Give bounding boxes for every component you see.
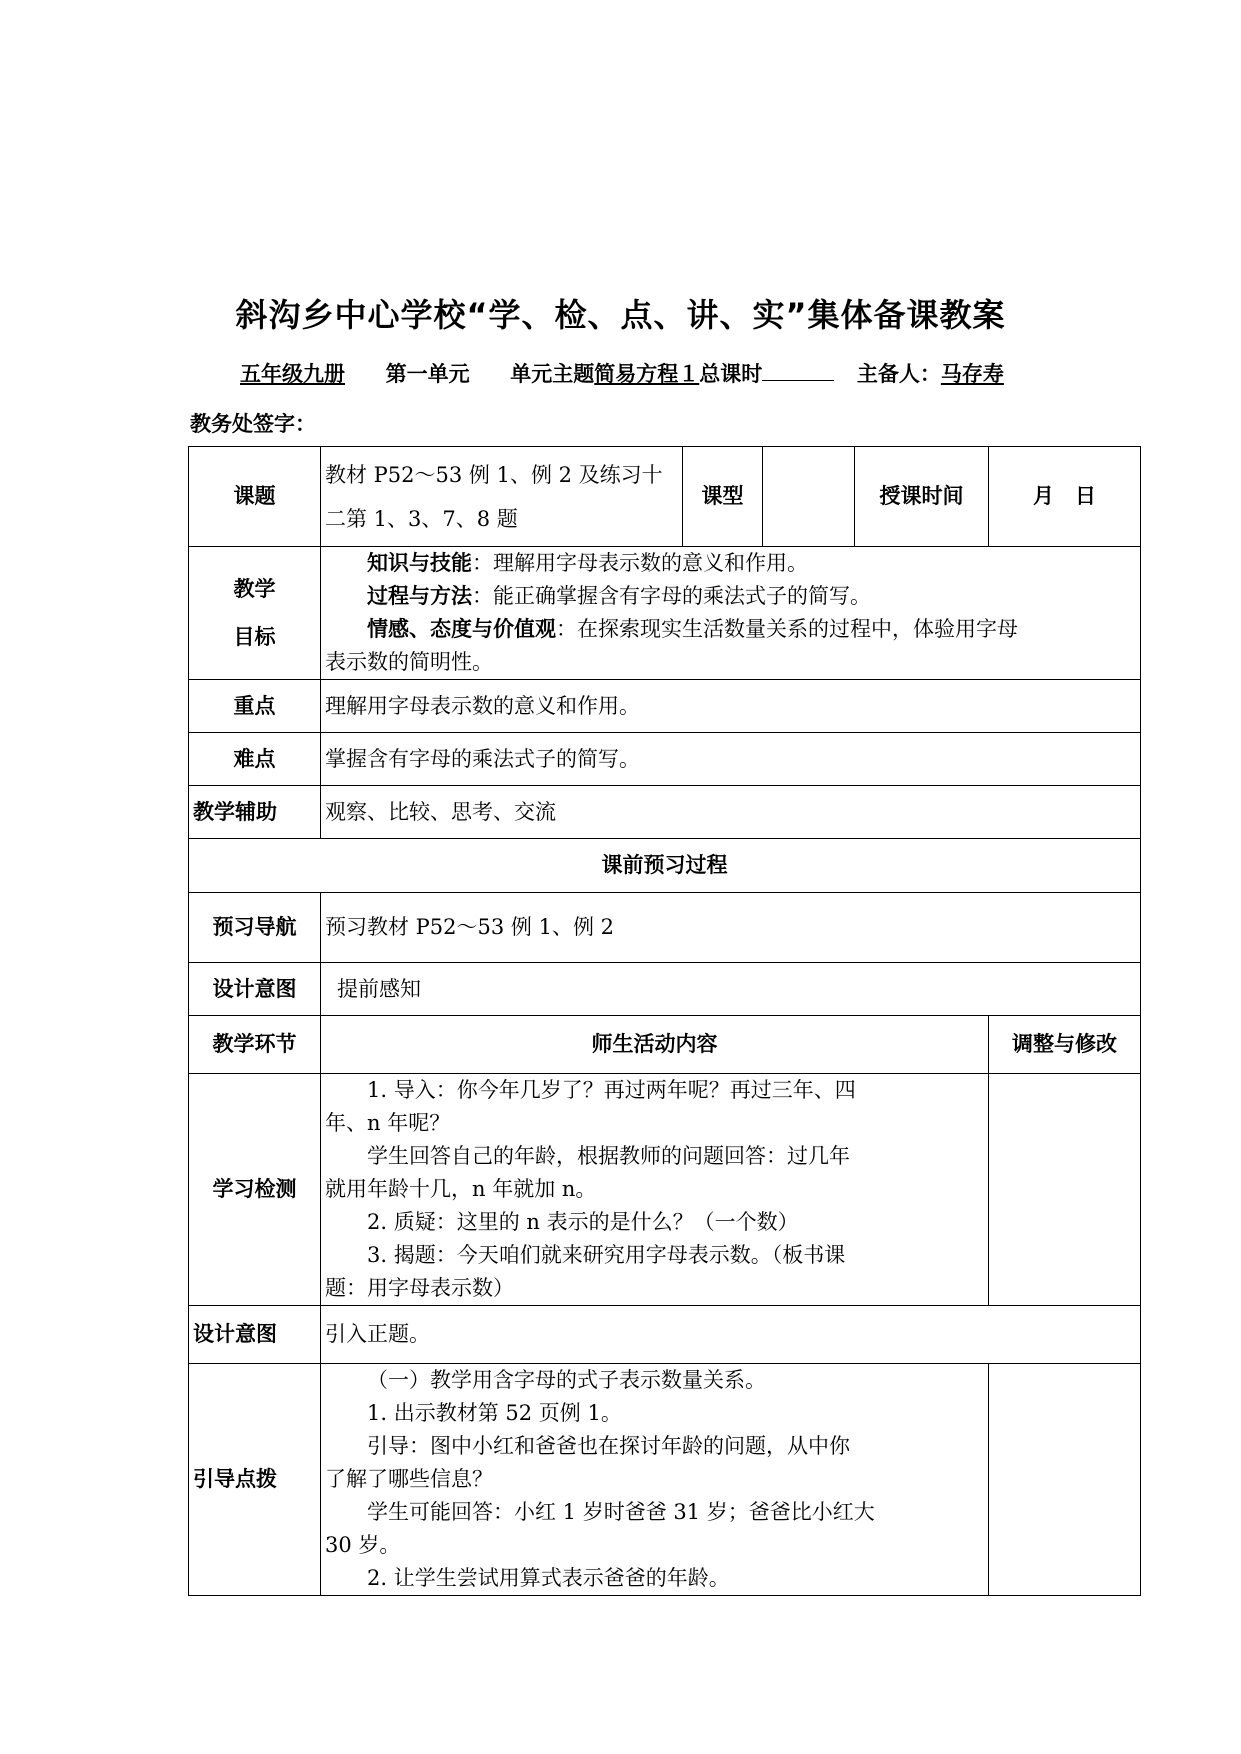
objectives-label-1: 教学 (233, 577, 276, 601)
objective-knowledge-text: ：理解用字母表示数的意义和作用。 (472, 551, 808, 575)
preview-header: 课前预习过程 (189, 839, 1141, 893)
check-line-6: 3. 揭题：今天咱们就来研究用字母表示数。（板书课 (367, 1243, 846, 1267)
guide-line-3: 引导：图中小红和爸爸也在探讨年龄的问题，从中你 (367, 1434, 850, 1458)
check-label: 学习检测 (189, 1074, 321, 1306)
objective-process (325, 580, 1136, 613)
objectives-label (189, 547, 321, 680)
lesson-type-value (763, 447, 855, 547)
objective-knowledge (325, 547, 1136, 580)
objective-process-label: 过程与方法 (367, 584, 472, 608)
topic-line-2: 二第 1、3、7、8 题 (325, 506, 518, 531)
row-key (189, 680, 1141, 733)
check-content (321, 1074, 989, 1306)
row-preview-header (189, 839, 1141, 893)
aid-label: 教学辅助 (189, 786, 321, 839)
preview-nav-label: 预习导航 (189, 893, 321, 963)
content-label: 师生活动内容 (321, 1016, 989, 1074)
check-line-3: 学生回答自己的年龄，根据教师的问题回答：过几年 (367, 1144, 850, 1168)
preview-nav-text: 预习教材 P52～53 例 1、例 2 (321, 893, 1141, 963)
objectives-label-2: 目标 (233, 625, 276, 649)
row-topic (189, 447, 1141, 547)
preparer-name: 马存寿 (940, 362, 1004, 386)
row-design-1 (189, 963, 1141, 1016)
guide-line-7: 2. 让学生尝试用算式表示爸爸的年龄。 (367, 1566, 730, 1590)
lesson-plan-table (188, 446, 1141, 1596)
row-difficult (189, 733, 1141, 786)
objective-process-text: ：能正确掌握含有字母的乘法式子的简写。 (472, 584, 871, 608)
check-line-1: 1. 导入：你今年几岁了？再过两年呢？再过三年、四 (367, 1078, 856, 1102)
topic-cell (321, 447, 683, 547)
guide-line-1: （一）教学用含字母的式子表示数量关系。 (367, 1368, 766, 1392)
objective-attitude (325, 613, 1136, 646)
objective-attitude-text-a: ：在探索现实生活数量关系的过程中，体验用字母 (556, 617, 1018, 641)
guide-label: 引导点拨 (189, 1364, 321, 1596)
preparer-label: 主备人： (856, 362, 941, 386)
row-guide (189, 1364, 1141, 1596)
key-label: 重点 (189, 680, 321, 733)
topic-line-1: 教材 P52～53 例 1、例 2 及练习十 (325, 462, 663, 487)
document-title: 斜沟乡中心学校“学、检、点、讲、实”集体备课教案 (235, 296, 1006, 334)
subtitle-line (240, 358, 1004, 388)
signature-label: 教务处签字： (190, 412, 316, 436)
row-objectives (189, 547, 1141, 680)
check-line-5: 2. 质疑：这里的 n 表示的是什么？（一个数） (367, 1210, 799, 1234)
objectives-cell (321, 547, 1141, 680)
topic-label: 课题 (189, 447, 321, 547)
guide-line-5: 学生可能回答：小红 1 岁时爸爸 31 岁；爸爸比小红大 (367, 1500, 875, 1524)
design-text-2: 引入正题。 (321, 1306, 1141, 1364)
row-design-2 (189, 1306, 1141, 1364)
key-text: 理解用字母表示数的意义和作用。 (321, 680, 1141, 733)
guide-content (321, 1364, 989, 1596)
total-hours-label: 总课时 (699, 362, 763, 386)
aid-text: 观察、比较、思考、交流 (321, 786, 1141, 839)
objective-attitude-cont: 表示数的简明性。 (325, 650, 493, 674)
theme-text: 简易方程１ (594, 362, 700, 386)
objective-attitude-label: 情感、态度与价值观 (367, 617, 556, 641)
total-hours-blank (762, 360, 834, 381)
adjust-label: 调整与修改 (989, 1016, 1141, 1074)
check-line-7: 题：用字母表示数） (325, 1276, 514, 1300)
guide-adjust (989, 1364, 1141, 1596)
lesson-type-label: 课型 (683, 447, 763, 547)
objective-knowledge-label: 知识与技能 (367, 551, 472, 575)
difficult-label: 难点 (189, 733, 321, 786)
design-label-1: 设计意图 (189, 963, 321, 1016)
class-time-value: 月 日 (989, 447, 1141, 547)
check-line-2: 年、n 年呢？ (325, 1111, 451, 1135)
design-label-2: 设计意图 (189, 1306, 321, 1364)
row-stage-header (189, 1016, 1141, 1074)
class-time-label: 授课时间 (855, 447, 989, 547)
unit-text: 第一单元 (385, 362, 470, 386)
grade-text: 五年级九册 (240, 362, 345, 386)
check-line-4: 就用年龄十几，n 年就加 n。 (325, 1177, 597, 1201)
guide-line-6: 30 岁。 (325, 1533, 401, 1557)
guide-line-4: 了解了哪些信息？ (325, 1467, 493, 1491)
design-text-1: 提前感知 (321, 963, 1141, 1016)
difficult-text: 掌握含有字母的乘法式子的简写。 (321, 733, 1141, 786)
row-check (189, 1074, 1141, 1306)
check-adjust (989, 1074, 1141, 1306)
row-preview-nav (189, 893, 1141, 963)
theme-prefix: 单元主题 (510, 362, 595, 386)
stage-label: 教学环节 (189, 1016, 321, 1074)
guide-line-2: 1. 出示教材第 52 页例 1。 (367, 1401, 622, 1425)
row-aid (189, 786, 1141, 839)
